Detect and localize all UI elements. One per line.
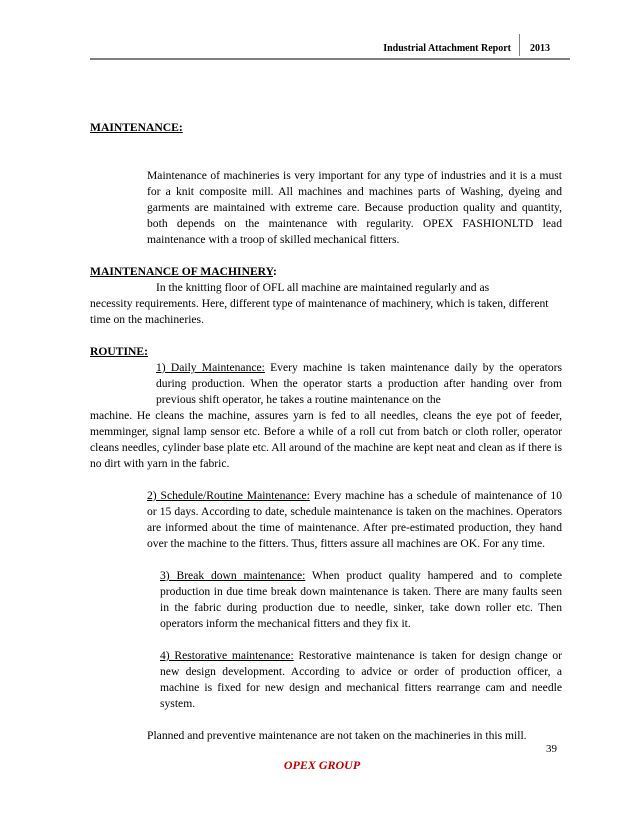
machinery-paragraph-rest: necessity requirements. Here, different type of maintenance of machinery, which is taken, different time on the machineries. xyxy=(90,297,549,326)
closing-paragraph: Planned and preventive maintenance are not taken on the machineries in this mill. xyxy=(147,729,527,742)
routine-item-restorative xyxy=(90,648,562,712)
page-header xyxy=(383,40,550,56)
header-rule xyxy=(90,58,570,60)
report-year: 2013 xyxy=(530,42,550,54)
maintenance-heading: MAINTENANCE: xyxy=(90,121,183,134)
routine-item-daily-continued: machine. He cleans the machine, assures yarn is fed to all needles, cleans the eye pot of feeder, memminger, signal lamp sensor etc. Before a while of a roll cut from batch or cloth roller, operator cleans needles, cylinder base plate etc. All around of the machine are kept neat and clean as if there is no dirt with yarn in the fabric. xyxy=(90,409,562,470)
routine-heading: ROUTINE: xyxy=(90,345,148,358)
footer-brand: OPEX GROUP xyxy=(283,758,361,772)
routine-item-text: Restorative maintenance is taken for design change or new design development. According to advice or order of production officer, a machine is fixed for new design and mechanical fitters rearrange cam and needle system. xyxy=(160,649,562,710)
page-number: 39 xyxy=(546,743,557,755)
machinery-heading-line xyxy=(90,264,562,280)
document-body xyxy=(90,120,562,744)
routine-item-schedule xyxy=(90,488,562,552)
report-title: Industrial Attachment Report xyxy=(383,42,511,54)
routine-item-label: 3) Break down maintenance: xyxy=(160,569,306,582)
routine-item-text: When product quality hampered and to complete production in due time break down maintenance is taken. There are many faults seen in the fabric during production due to needle, sinker, take down roller etc. Then operators inform the mechanical fitters and they fix it. xyxy=(160,569,562,630)
routine-item-text: Every machine has a schedule of maintenance of 10 or 15 days. According to date, schedule maintenance is taken on the machines. Operators are informed about the time of maintenance. After pre-estimated production, they hand over the machine to the fitters. Thus, fitters assure all machines are OK. For any time. xyxy=(147,489,562,550)
maintenance-paragraph: Maintenance of machineries is very important for any type of industries and it is a must for a knit composite mill. All machines and machines parts of Washing, dyeing and garments are maintained with extreme care. Because production quality and quantity, both depends on the maintenance with regularity. OPEX FASHIONLTD lead maintenance with a troop of skilled mechanical fitters. xyxy=(147,169,562,246)
routine-item-label: 1) Daily Maintenance: xyxy=(156,361,265,374)
machinery-heading-colon: : xyxy=(272,265,277,278)
routine-item-label: 4) Restorative maintenance: xyxy=(160,649,294,662)
routine-item-breakdown xyxy=(90,568,562,632)
page-footer xyxy=(0,758,638,773)
machinery-paragraph-line1: In the knitting floor of OFL all machine are maintained regularly and as xyxy=(156,281,490,294)
routine-item-label: 2) Schedule/Routine Maintenance: xyxy=(147,489,310,502)
machinery-heading: MAINTENANCE OF MACHINERY xyxy=(90,265,273,278)
routine-item-text: Every machine is taken maintenance daily by the operators during production. When the operator starts a production after handing over from previous shift operator, he takes a routine maintenance on the xyxy=(156,361,562,406)
routine-item-daily xyxy=(90,360,562,408)
